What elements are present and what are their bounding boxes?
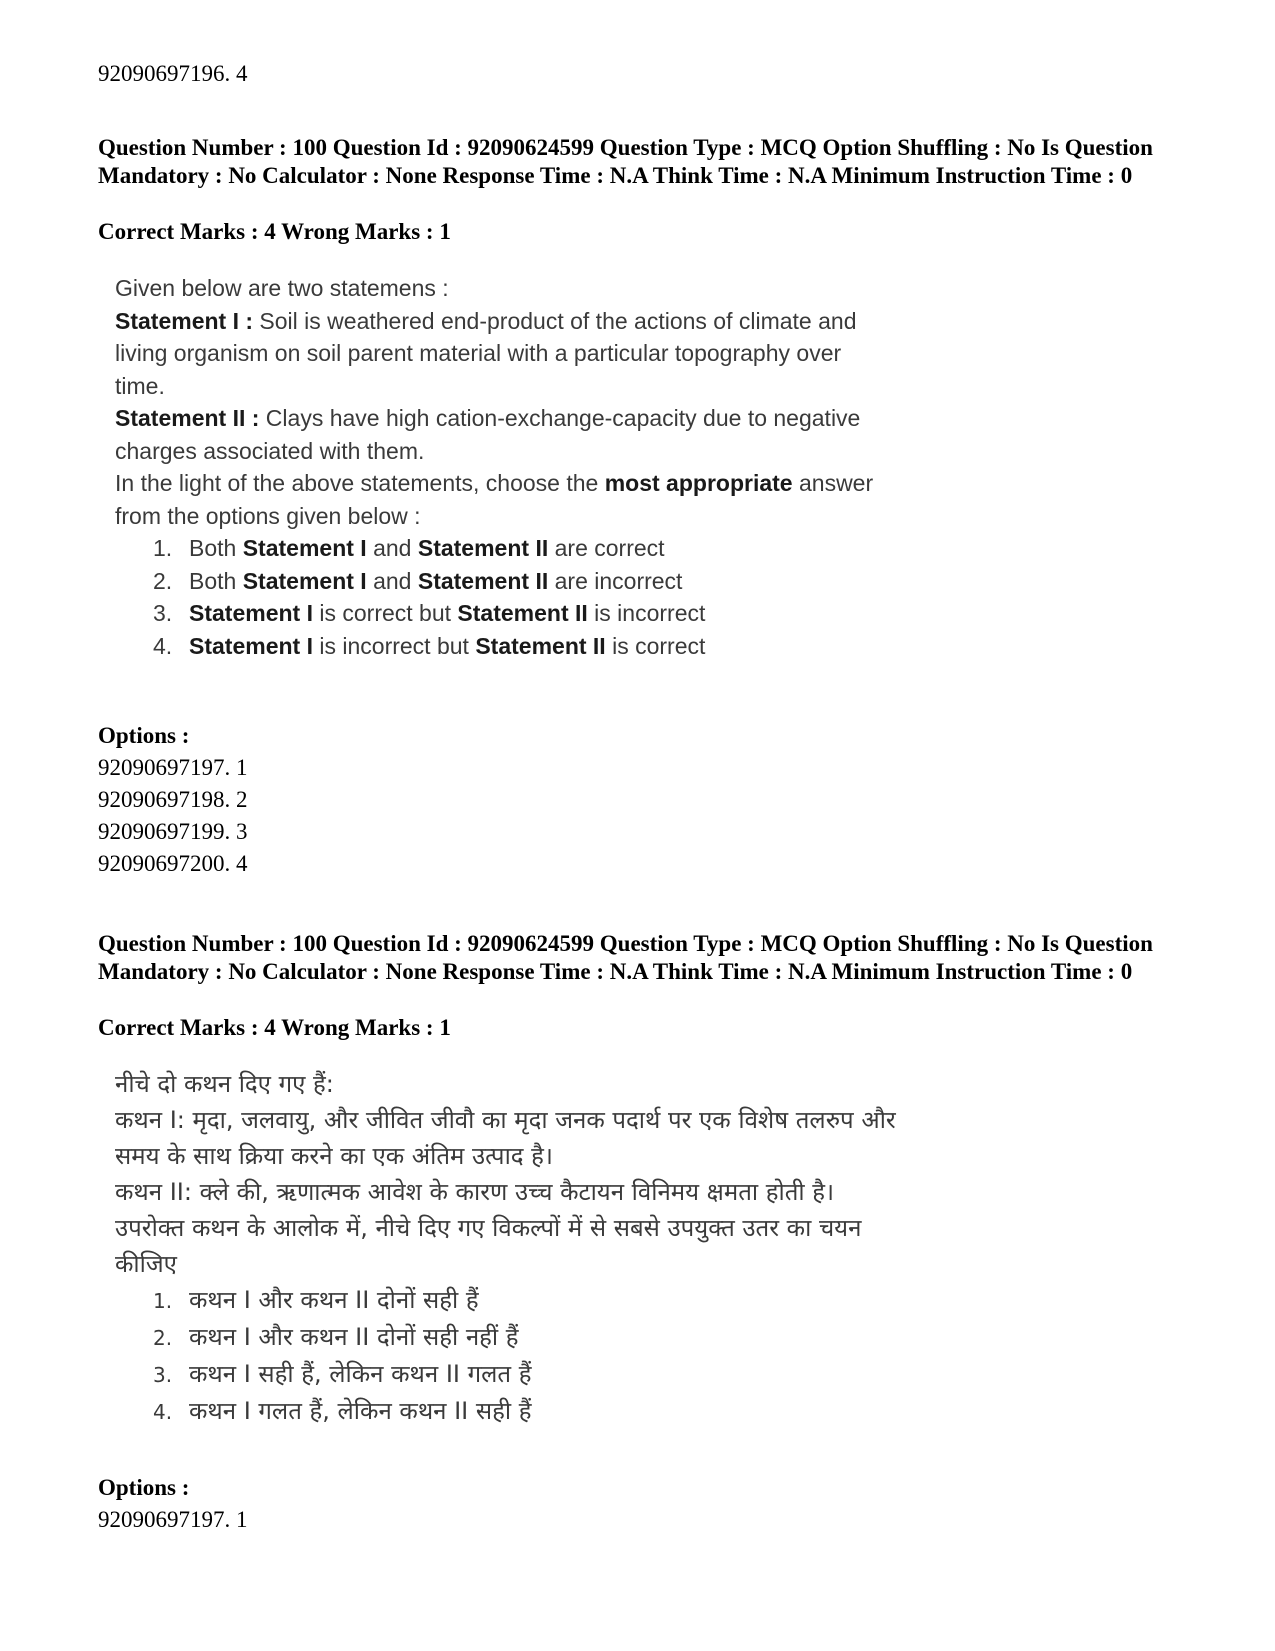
question-marks: Correct Marks : 4 Wrong Marks : 1 xyxy=(98,1015,451,1040)
statement-2-cont: charges associated with them. xyxy=(115,437,425,464)
question-ask: In the light of the above statements, choose the most appropriate answer xyxy=(115,470,874,496)
hindi-ask-cont: कीजिए xyxy=(115,1250,177,1278)
answer-choice: 4. Statement I is incorrect but Statement II is correct xyxy=(153,632,706,659)
hindi-statement-1-cont: समय के साथ क्रिया करने का एक अंतिम उत्पाद है। xyxy=(115,1142,553,1170)
answer-choice: 3. Statement I is correct but Statement II is incorrect xyxy=(153,600,706,626)
question-intro: Given below are two statemens : xyxy=(115,275,449,301)
option-line: 92090697199. 3 xyxy=(98,819,248,844)
options-section xyxy=(98,1472,248,1536)
statement-1-end: time. xyxy=(115,372,165,399)
answer-choice-list xyxy=(115,532,1015,662)
answer-choice: 2. Both Statement I and Statement II are incorrect xyxy=(153,567,683,594)
option-line: 92090697198. 2 xyxy=(98,787,248,812)
hindi-statement-1: कथन I: मृदा, जलवायु, और जीवित जीवौ का मृदा जनक पदार्थ पर एक विशेष तलरुप और xyxy=(115,1106,896,1134)
question-ask-cont: from the options given below : xyxy=(115,502,421,529)
statement-1-cont: living organism on soil parent material with a particular topography over xyxy=(115,340,842,366)
option-line: 92090697197. 1 xyxy=(98,755,248,780)
question-meta: Question Number : 100 Question Id : 92090624599 Question Type : MCQ Option Shuffling : No Is Question Mandatory : No Calculator : None Response Time : N.A Think Time : N.A Minimum Instruction Time : 0 xyxy=(98,135,1153,188)
options-heading: Options : xyxy=(98,723,190,748)
question-marks: Correct Marks : 4 Wrong Marks : 1 xyxy=(98,219,451,244)
hindi-answer-choice: 4. कथन I गलत हैं, लेकिन कथन II सही हैं xyxy=(153,1397,532,1425)
options-section xyxy=(98,720,248,880)
hindi-answer-choice: 3. कथन I सही हैं, लेकिन कथन II गलत हैं xyxy=(153,1360,532,1388)
question-body-hindi xyxy=(115,1066,1035,1430)
options-heading: Options : xyxy=(98,1475,190,1500)
hindi-intro: नीचे दो कथन दिए गए हैं: xyxy=(115,1070,334,1098)
answer-choice: 1. Both Statement I and Statement II are correct xyxy=(153,535,665,561)
hindi-statement-2: कथन II: क्ले की, ऋणात्मक आवेश के कारण उच्च कैटायन विनिमय क्षमता होती है। xyxy=(115,1178,835,1206)
question-meta: Question Number : 100 Question Id : 92090624599 Question Type : MCQ Option Shuffling : No Is Question Mandatory : No Calculator : None Response Time : N.A Think Time : N.A Minimum Instruction Time : 0 xyxy=(98,931,1153,984)
question-body-english xyxy=(115,272,1015,662)
statement-1: Statement I : Soil is weathered end-product of the actions of climate and xyxy=(115,307,857,334)
option-line: 92090697197. 1 xyxy=(98,1507,248,1532)
statement-2: Statement II : Clays have high cation-exchange-capacity due to negative xyxy=(115,405,861,431)
hindi-ask: उपरोक्त कथन के आलोक में, नीचे दिए गए विकल्पों में से सबसे उपयुक्त उतर का चयन xyxy=(115,1214,862,1242)
hindi-answer-choice: 2. कथन I और कथन II दोनों सही नहीं हैं xyxy=(153,1323,519,1351)
hindi-answer-choice: 1. कथन I और कथन II दोनों सही हैं xyxy=(153,1286,479,1314)
option-line: 92090697200. 4 xyxy=(98,851,248,876)
previous-option-line: 92090697196. 4 xyxy=(98,61,248,86)
hindi-answer-choice-list xyxy=(115,1282,1035,1430)
